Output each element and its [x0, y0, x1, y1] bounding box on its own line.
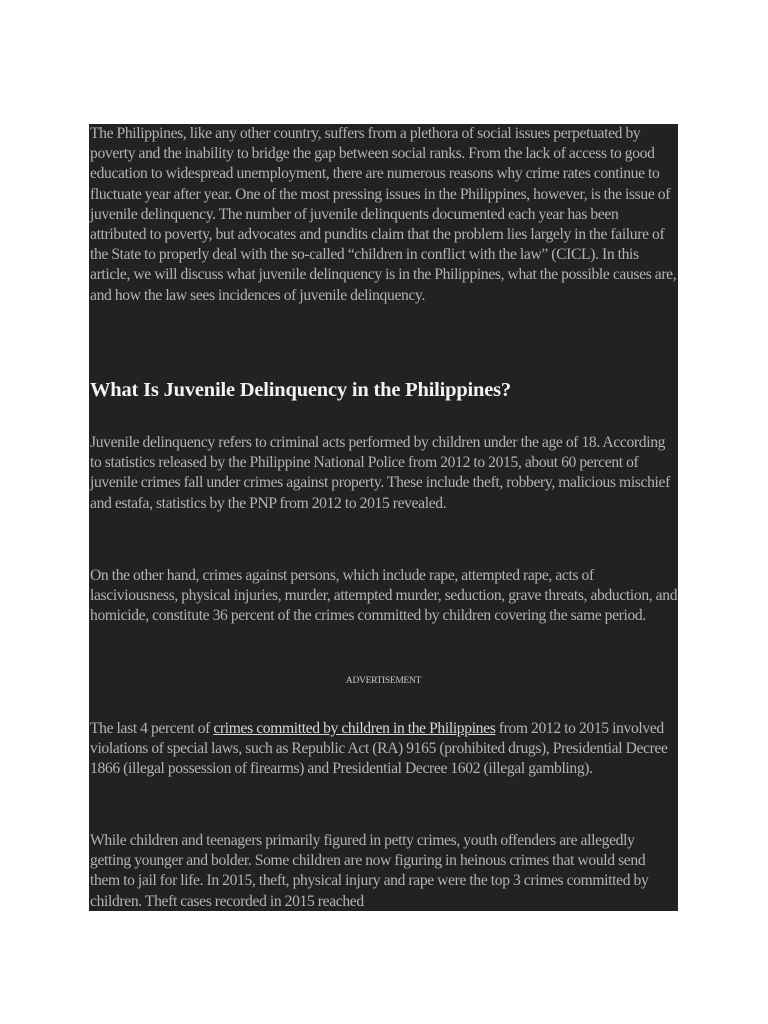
paragraph-youth-offenders: While children and teenagers primarily figured in petty crimes, youth offenders are allegedly getting younger and bolder. Some children are now figuring in heinous crimes that would send them to jail for life. In 2015, theft, physical injury and rape were the top 3 crimes committed by children. Theft cases recorded in 2015 reached: [90, 832, 649, 910]
advertisement-label: ADVERTISEMENT: [345, 676, 422, 686]
paragraph-definition: Juvenile delinquency refers to criminal acts performed by children under the age of 18. According to statistics released by the Philippine National Police from 2012 to 2015, about 60 percent of juvenile crimes fall under crimes against property. These include theft, robbery, malicious mischief and estafa, statistics by the PNP from 2012 to 2015 revealed.: [90, 434, 670, 512]
intro-paragraph: The Philippines, like any other country, suffers from a plethora of social issues perpetuated by poverty and the inability to bridge the gap between social ranks. From the lack of access to good education to widespread unemployment, there are numerous reasons why crime rates continue to fluctuate year after year. One of the most pressing issues in the Philippines, however, is the issue of juvenile delinquency. The number of juvenile delinquents documented each year has been attributed to poverty, but advocates and pundits claim that the problem lies largely in the failure of the State to properly deal with the so-called “children in conflict with the law” (CICL). In this article, we will discuss what juvenile delinquency is in the Philippines, what the possible causes are, and how the law sees incidences of juvenile delinquency.: [90, 125, 677, 304]
article-body: [89, 124, 678, 911]
paragraph-text-after-link: from 2012 to 2015 involved violations of special laws, such as Republic Act (RA) 9165 (prohibited drugs), Presidential Decree 1866 (illegal possession of firearms) and Presidential Decree 1602 (illegal gambling).: [90, 720, 668, 778]
paragraph-special-laws: [90, 719, 678, 780]
paragraph-crimes-against-persons: On the other hand, crimes against persons, which include rape, attempted rape, acts of lasciviousness, physical injuries, murder, attempted murder, seduction, grave threats, abduction, and homicide, constitute 36 percent of the crimes committed by children covering the same period.: [90, 567, 678, 625]
crimes-by-children-link[interactable]: crimes committed by children in the Philippines: [213, 720, 496, 737]
section-heading: What Is Juvenile Delinquency in the Philippines?: [90, 379, 511, 401]
paragraph-text-before-link: The last 4 percent of: [90, 720, 214, 737]
